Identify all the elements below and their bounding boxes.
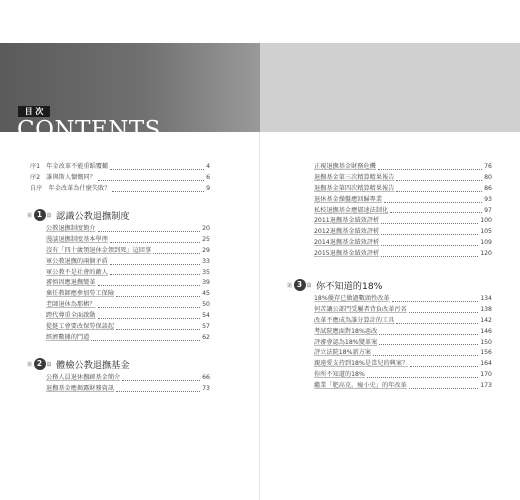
leader-dots — [122, 380, 200, 381]
leader-dots — [379, 334, 478, 335]
toc-badge: 目 次 — [18, 106, 50, 117]
preface-list — [30, 162, 210, 195]
section-3-heading[interactable]: 第 3 篇 你不知道的18% — [287, 280, 383, 292]
leader-dots — [367, 377, 478, 378]
leader-dots — [98, 318, 201, 319]
leader-dots — [116, 391, 200, 392]
toc-entry[interactable]: 繼業「肥高克，瘦小史」的年改革 173 — [314, 382, 492, 390]
section-2-continued-list — [314, 162, 492, 260]
toc-entry[interactable]: 公教退撫制度簡介 20 — [46, 224, 210, 232]
toc-entry[interactable]: 軍公教不是社會的敵人 35 — [46, 268, 210, 276]
section-2-heading[interactable]: 第 2 篇 體檢公教退撫基金 — [27, 359, 130, 371]
toc-entry[interactable]: 棄任教師應參加勞工保險 45 — [46, 290, 210, 298]
section-number-badge: 3 — [294, 279, 306, 291]
toc-entry[interactable]: 何苦讓公部門受屬者背負改革污名 138 — [314, 305, 492, 313]
leader-dots — [381, 223, 478, 224]
leader-dots — [390, 212, 482, 213]
toc-entry[interactable]: 沒有「四十歲領退休金領到死」這回事 29 — [46, 246, 210, 254]
leader-dots — [396, 323, 478, 324]
leader-dots — [378, 169, 482, 170]
leader-dots — [409, 312, 478, 313]
leader-dots — [381, 234, 478, 235]
toc-entry[interactable]: 經濟數據的鬥道 62 — [46, 333, 210, 341]
header-band — [0, 43, 520, 143]
contents-title: CONTENTS — [17, 117, 161, 143]
toc-entry[interactable]: 2014退撫基金績效評析 109 — [314, 239, 492, 247]
leader-dots — [396, 191, 482, 192]
toc-entry[interactable]: 軍公教退撫的兩個矛盾 33 — [46, 257, 210, 265]
toc-entry[interactable]: 退休基金操盤應回歸專業 93 — [314, 195, 492, 203]
toc-entry[interactable]: 你所不知道的18% 170 — [314, 371, 492, 379]
leader-dots — [373, 355, 478, 356]
toc-entry[interactable]: 評審會認為18%變革案 150 — [314, 338, 492, 346]
toc-entry[interactable]: 老師退休為那樁？ 50 — [46, 301, 210, 309]
leader-dots — [110, 169, 204, 170]
toc-entry[interactable]: 改革不應成為誰分算計的工具 142 — [314, 316, 492, 324]
toc-entry[interactable]: 退撫基金第四次精算精果報告 86 — [314, 184, 492, 192]
toc-entry[interactable]: 18%優存已做過數頭性改革 134 — [314, 294, 492, 302]
toc-entry[interactable]: 親遠愛支持到18%是當兒的興案？ 164 — [314, 360, 492, 368]
toc-entry[interactable]: 退撫基金應揭露財務資訊 73 — [46, 384, 210, 392]
leader-dots — [410, 366, 478, 367]
section-1-list — [46, 224, 210, 344]
section-number-badge: 2 — [34, 358, 46, 370]
leader-dots — [110, 242, 200, 243]
header-band-light — [260, 43, 520, 132]
section-title: 認識公教退撫制度 — [56, 211, 130, 222]
toc-entry[interactable]: 從挺工會要改保勞保談起 57 — [46, 323, 210, 330]
section-2-list — [46, 373, 210, 395]
toc-entry[interactable]: 公務人員退休撫卹基金簡介 66 — [46, 373, 210, 381]
section-1-heading[interactable]: 第 1 篇 認識公教退撫制度 — [27, 210, 130, 222]
toc-entry[interactable]: 序1 年金改革不能重蹈覆轍 4 — [30, 162, 210, 170]
leader-dots — [116, 329, 200, 330]
leader-dots — [116, 296, 200, 297]
leader-dots — [98, 180, 204, 181]
leader-dots — [392, 301, 479, 302]
leader-dots — [379, 344, 478, 345]
toc-entry[interactable]: 自序 年金改革為什麼失敗？ 9 — [30, 184, 210, 192]
section-title: 體檢公教退撫基金 — [56, 360, 130, 371]
toc-entry[interactable]: 退撫基金第三次精算精果報告 80 — [314, 173, 492, 181]
leader-dots — [396, 180, 482, 181]
toc-entry[interactable]: 評立法院18%新方案 156 — [314, 349, 492, 357]
leader-dots — [110, 274, 200, 275]
toc-entry[interactable]: 跨代尊重全面啟動 54 — [46, 312, 210, 320]
page-gutter — [259, 132, 260, 500]
toc-entry[interactable]: 考試院應面對18%惡改 146 — [314, 327, 492, 335]
leader-dots — [409, 388, 478, 389]
leader-dots — [98, 231, 201, 232]
leader-dots — [98, 307, 201, 308]
toc-entry[interactable]: 序2 誰與斯人慷慨同？ 6 — [30, 173, 210, 181]
section-number-badge: 1 — [34, 209, 46, 221]
leader-dots — [98, 285, 201, 286]
toc-entry[interactable]: 漫談退撫制度基本學理 25 — [46, 235, 210, 243]
toc-entry[interactable]: 審慎因應退撫變革 39 — [46, 279, 210, 287]
toc-entry[interactable]: 2015退撫基金績效評析 120 — [314, 250, 492, 258]
toc-entry[interactable]: 2011退撫基金績效評析 100 — [314, 217, 492, 225]
toc-entry[interactable]: 正視退撫基金財務危機 76 — [314, 162, 492, 170]
leader-dots — [384, 202, 482, 203]
leader-dots — [381, 245, 478, 246]
section-title: 你不知道的18% — [316, 281, 383, 292]
toc-entry[interactable]: 私校退撫基金應儘速法制化 97 — [314, 206, 492, 214]
toc-entry[interactable]: 2012退撫基金績效評析 105 — [314, 228, 492, 236]
leader-dots — [381, 256, 478, 257]
leader-dots — [112, 191, 204, 192]
leader-dots — [110, 264, 200, 265]
leader-dots — [91, 340, 200, 341]
section-3-list — [314, 294, 492, 392]
leader-dots — [153, 253, 200, 254]
